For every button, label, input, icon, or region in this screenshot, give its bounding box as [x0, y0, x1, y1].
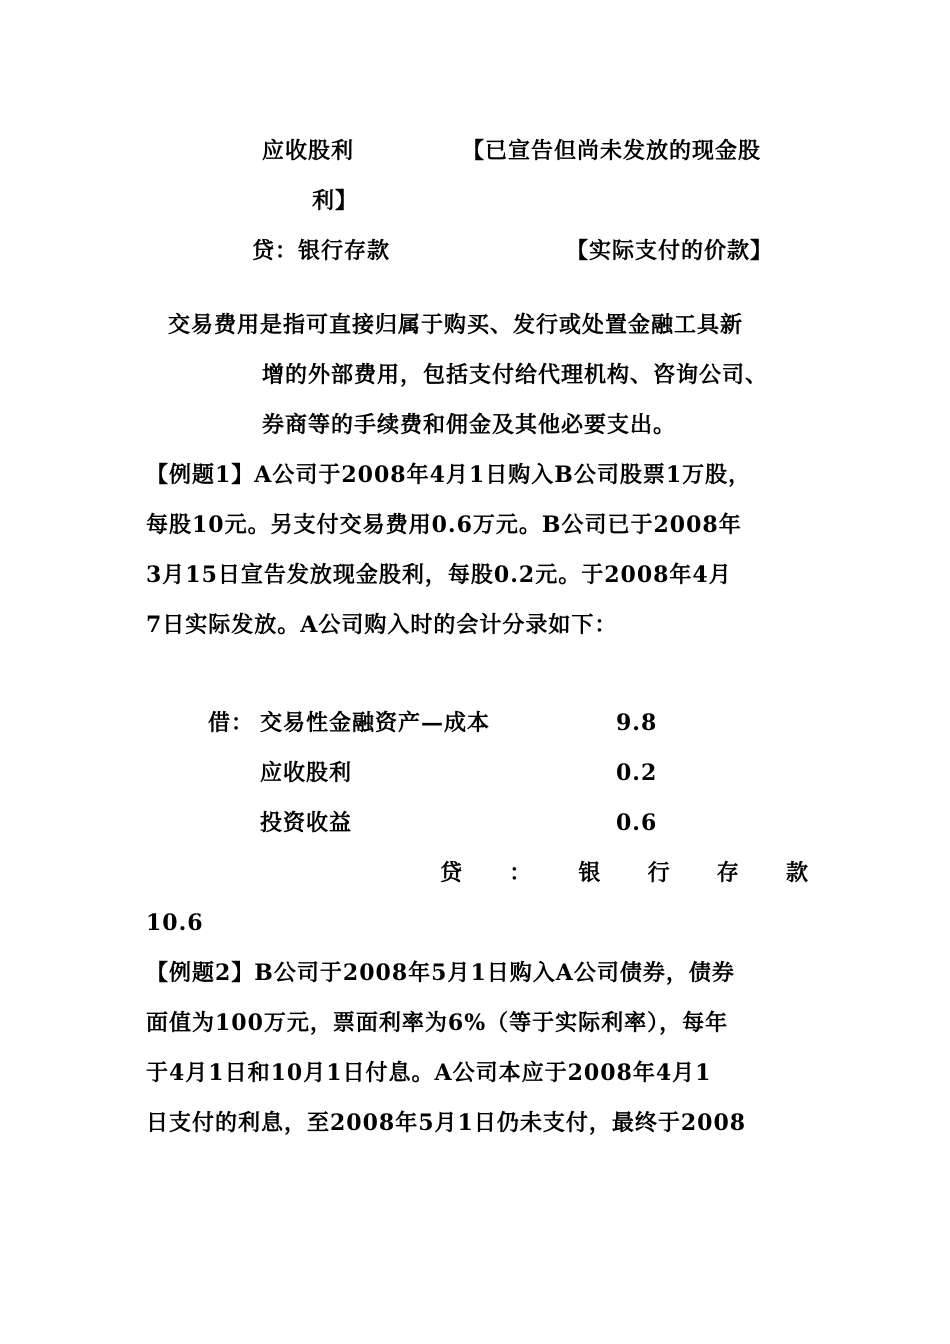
definition-line-1: 交易费用是指可直接归属于购买、发行或处置金融工具新 [168, 312, 744, 338]
example2-line-4: 日支付的利息，至2008年5月1日仍未支付，最终于2008 [146, 1110, 747, 1136]
journal-credit-char: 存 [716, 860, 739, 886]
example1-line-1: 【例题1】A公司于2008年4月1日购入B公司股票1万股， [146, 462, 752, 488]
dividend-note-part2: 利】 [312, 188, 359, 214]
credit-note: 【实际支付的价款】 [566, 238, 774, 264]
journal-credit-amount: 10.6 [146, 910, 204, 936]
journal-credit-char: ： [509, 860, 532, 886]
example2-line-1: 【例题2】B公司于2008年5月1日购入A公司债券，债券 [146, 960, 735, 986]
journal-credit-line [440, 858, 808, 888]
journal-credit-char: 款 [785, 860, 808, 886]
example1-line-4: 7日实际发放。A公司购入时的会计分录如下： [146, 612, 618, 638]
journal-row-amount: 0.6 [616, 810, 658, 836]
journal-row-amount: 0.2 [616, 760, 658, 786]
journal-row-account: 投资收益 [260, 810, 353, 836]
credit-bank-deposit: 贷：银行存款 [252, 238, 391, 264]
dividend-note-part1: 【已宣告但尚未发放的现金股 [462, 138, 762, 164]
account-receivable-dividend: 应收股利 [262, 138, 355, 164]
example1-line-3: 3月15日宣告发放现金股利，每股0.2元。于2008年4月 [146, 562, 732, 588]
example1-line-2: 每股10元。另支付交易费用0.6万元。B公司已于2008年 [146, 512, 742, 538]
journal-credit-char: 贷 [440, 860, 463, 886]
example2-line-2: 面值为100万元，票面利率为6%（等于实际利率），每年 [146, 1010, 729, 1036]
journal-debit-label: 借： [208, 710, 255, 736]
journal-row-account: 应收股利 [260, 760, 353, 786]
definition-line-2: 增的外部费用，包括支付给代理机构、咨询公司、 [262, 362, 769, 388]
example2-line-3: 于4月1日和10月1日付息。A公司本应于2008年4月1 [146, 1060, 712, 1086]
journal-row-amount: 9.8 [616, 710, 658, 736]
definition-line-3: 券商等的手续费和佣金及其他必要支出。 [262, 412, 677, 438]
journal-row-account: 交易性金融资产—成本 [260, 710, 491, 736]
journal-credit-char: 银 [578, 860, 601, 886]
journal-credit-char: 行 [647, 860, 670, 886]
